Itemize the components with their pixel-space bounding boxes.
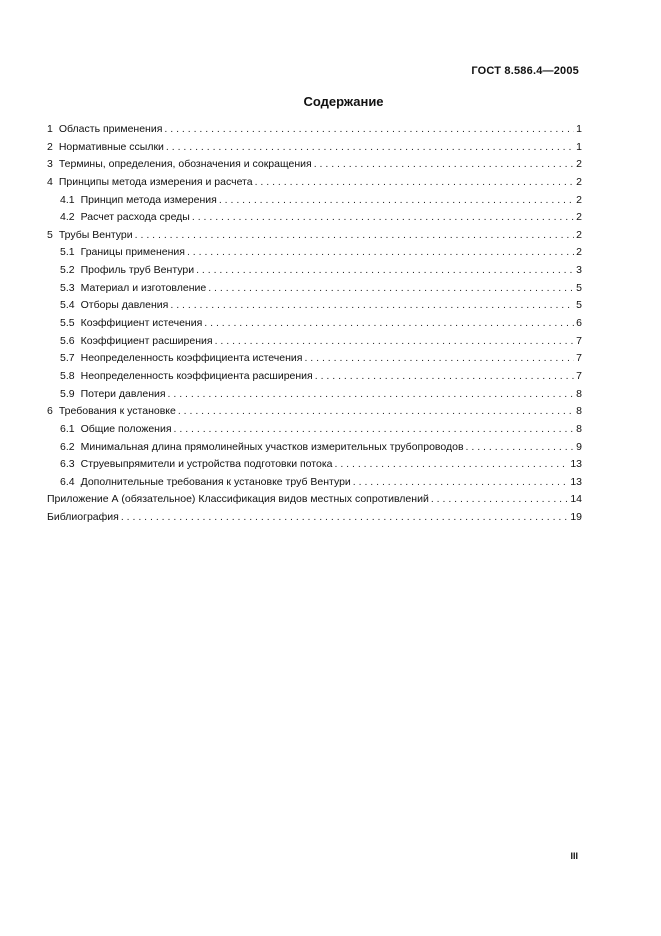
toc-dot-leader bbox=[466, 439, 575, 457]
toc-dot-leader bbox=[315, 368, 574, 386]
toc-entry[interactable] bbox=[47, 297, 582, 315]
toc-entry[interactable] bbox=[47, 403, 582, 421]
toc-dot-leader bbox=[314, 156, 574, 174]
toc-entry[interactable] bbox=[47, 421, 582, 439]
toc-entry-title: Минимальная длина прямолинейных участков измерительных трубопроводов bbox=[80, 440, 464, 453]
toc-heading: Содержание bbox=[303, 94, 384, 109]
toc-entry[interactable] bbox=[47, 315, 582, 333]
toc-dot-leader bbox=[166, 139, 574, 157]
toc-dot-leader bbox=[208, 280, 574, 298]
toc-entry-number: 5.7 bbox=[60, 352, 75, 365]
toc-entry[interactable] bbox=[47, 244, 582, 262]
toc-entry[interactable] bbox=[47, 192, 582, 210]
toc-dot-leader bbox=[196, 262, 574, 280]
toc-entry-number: 6.3 bbox=[60, 458, 75, 471]
toc-entry-page: 2 bbox=[576, 246, 582, 259]
toc-entry-title: Приложение А (обязательное) Классификация видов местных сопротивлений bbox=[47, 493, 429, 506]
document-code: ГОСТ 8.586.4—2005 bbox=[471, 65, 579, 77]
toc-entry-page: 8 bbox=[576, 405, 582, 418]
toc-entry-page: 7 bbox=[576, 334, 582, 347]
toc-dot-leader bbox=[178, 403, 574, 421]
toc-entry-number: 5.9 bbox=[60, 387, 75, 400]
toc-entry[interactable] bbox=[47, 333, 582, 351]
toc-entry-page: 5 bbox=[576, 299, 582, 312]
toc-entry-number: 6.2 bbox=[60, 440, 75, 453]
toc-entry-title: Струевыпрямители и устройства подготовки потока bbox=[80, 458, 333, 471]
toc-entry[interactable] bbox=[47, 368, 582, 386]
toc-entry-title: Термины, определения, обозначения и сокращения bbox=[58, 158, 312, 171]
toc-dot-leader bbox=[170, 297, 574, 315]
toc-dot-leader bbox=[255, 174, 575, 192]
toc-dot-leader bbox=[431, 491, 569, 509]
toc-entry-number: 5.4 bbox=[60, 299, 75, 312]
toc-entry-page: 2 bbox=[576, 228, 582, 241]
toc-dot-leader bbox=[304, 350, 574, 368]
toc-entry-number: 5.1 bbox=[60, 246, 75, 259]
toc-dot-leader bbox=[204, 315, 574, 333]
toc-entry[interactable] bbox=[47, 491, 582, 509]
toc-entry-number: 5.2 bbox=[60, 264, 75, 277]
toc-entry-page: 2 bbox=[576, 175, 582, 188]
toc-dot-leader bbox=[353, 474, 569, 492]
toc-entry-title: Неопределенность коэффициента расширения bbox=[80, 369, 313, 382]
toc-entry-number: 5.3 bbox=[60, 281, 75, 294]
toc-entry-number: 5.5 bbox=[60, 317, 75, 330]
toc-entry-title: Границы применения bbox=[80, 246, 185, 259]
toc-entry-title: Профиль труб Вентури bbox=[80, 264, 195, 277]
toc-entry-number: 5.8 bbox=[60, 369, 75, 382]
toc-dot-leader bbox=[335, 456, 569, 474]
toc-entry-number: 6.4 bbox=[60, 475, 75, 488]
toc-entry-title: Дополнительные требования к установке труб Вентури bbox=[80, 475, 351, 488]
toc-dot-leader bbox=[135, 227, 575, 245]
toc-entry-number: 6.1 bbox=[60, 422, 75, 435]
toc-entry-number: 5.6 bbox=[60, 334, 75, 347]
toc-entry[interactable] bbox=[47, 139, 582, 157]
toc-entry-title: Неопределенность коэффициента истечения bbox=[80, 352, 303, 365]
toc-entry-page: 3 bbox=[576, 264, 582, 277]
toc-entry-title: Нормативные ссылки bbox=[58, 140, 164, 153]
toc-entry[interactable] bbox=[47, 121, 582, 139]
page-number: III bbox=[570, 851, 578, 861]
toc-entry-page: 7 bbox=[576, 369, 582, 382]
toc-entry[interactable] bbox=[47, 509, 582, 527]
toc-entry-page: 7 bbox=[576, 352, 582, 365]
toc-entry-number: 2 bbox=[47, 140, 53, 153]
toc-dot-leader bbox=[164, 121, 574, 139]
toc-entry-number: 1 bbox=[47, 123, 53, 135]
toc-dot-leader bbox=[187, 244, 574, 262]
toc-entry-number: 4 bbox=[47, 175, 53, 188]
toc-entry-title: Коэффициент расширения bbox=[80, 334, 213, 347]
table-of-contents bbox=[47, 121, 582, 527]
toc-entry-page: 1 bbox=[576, 123, 582, 135]
toc-dot-leader bbox=[174, 421, 575, 439]
toc-entry-title: Библиография bbox=[47, 511, 119, 524]
toc-entry[interactable] bbox=[47, 262, 582, 280]
toc-entry-title: Отборы давления bbox=[80, 299, 169, 312]
toc-entry[interactable] bbox=[47, 227, 582, 245]
toc-entry-title: Требования к установке bbox=[58, 405, 176, 418]
toc-entry-page: 2 bbox=[576, 193, 582, 206]
toc-entry-title: Материал и изготовление bbox=[80, 281, 207, 294]
toc-entry-number: 4.2 bbox=[60, 211, 75, 224]
toc-entry-page: 2 bbox=[576, 211, 582, 224]
toc-entry-number: 6 bbox=[47, 405, 53, 418]
toc-entry-title: Трубы Вентури bbox=[58, 228, 133, 241]
toc-entry-page: 13 bbox=[570, 475, 582, 488]
toc-entry[interactable] bbox=[47, 350, 582, 368]
toc-entry-title: Принцип метода измерения bbox=[80, 193, 217, 206]
toc-entry-title: Расчет расхода среды bbox=[80, 211, 190, 224]
toc-dot-leader bbox=[215, 333, 575, 351]
toc-dot-leader bbox=[192, 209, 574, 227]
toc-entry-number: 4.1 bbox=[60, 193, 75, 206]
toc-entry-page: 2 bbox=[576, 158, 582, 171]
toc-entry-page: 14 bbox=[570, 493, 582, 506]
toc-dot-leader bbox=[121, 509, 568, 527]
toc-entry-title: Коэффициент истечения bbox=[80, 317, 203, 330]
toc-entry-page: 8 bbox=[576, 422, 582, 435]
toc-entry[interactable] bbox=[47, 280, 582, 298]
toc-entry-page: 6 bbox=[576, 317, 582, 330]
toc-entry-title: Область применения bbox=[58, 123, 163, 135]
toc-entry-page: 9 bbox=[576, 440, 582, 453]
toc-entry[interactable] bbox=[47, 209, 582, 227]
toc-entry[interactable] bbox=[47, 474, 582, 492]
toc-entry[interactable] bbox=[47, 439, 582, 457]
toc-entry[interactable] bbox=[47, 456, 582, 474]
toc-entry[interactable] bbox=[47, 386, 582, 404]
toc-dot-leader bbox=[168, 386, 575, 404]
toc-entry-page: 5 bbox=[576, 281, 582, 294]
toc-entry-page: 19 bbox=[570, 511, 582, 524]
toc-entry[interactable] bbox=[47, 174, 582, 192]
toc-entry-page: 13 bbox=[570, 458, 582, 471]
toc-entry[interactable] bbox=[47, 156, 582, 174]
toc-entry-page: 1 bbox=[576, 140, 582, 153]
toc-dot-leader bbox=[219, 192, 574, 210]
toc-entry-title: Потери давления bbox=[80, 387, 166, 400]
toc-entry-page: 8 bbox=[576, 387, 582, 400]
toc-entry-number: 3 bbox=[47, 158, 53, 171]
toc-entry-title: Принципы метода измерения и расчета bbox=[58, 175, 253, 188]
toc-entry-title: Общие положения bbox=[80, 422, 172, 435]
toc-entry-number: 5 bbox=[47, 228, 53, 241]
